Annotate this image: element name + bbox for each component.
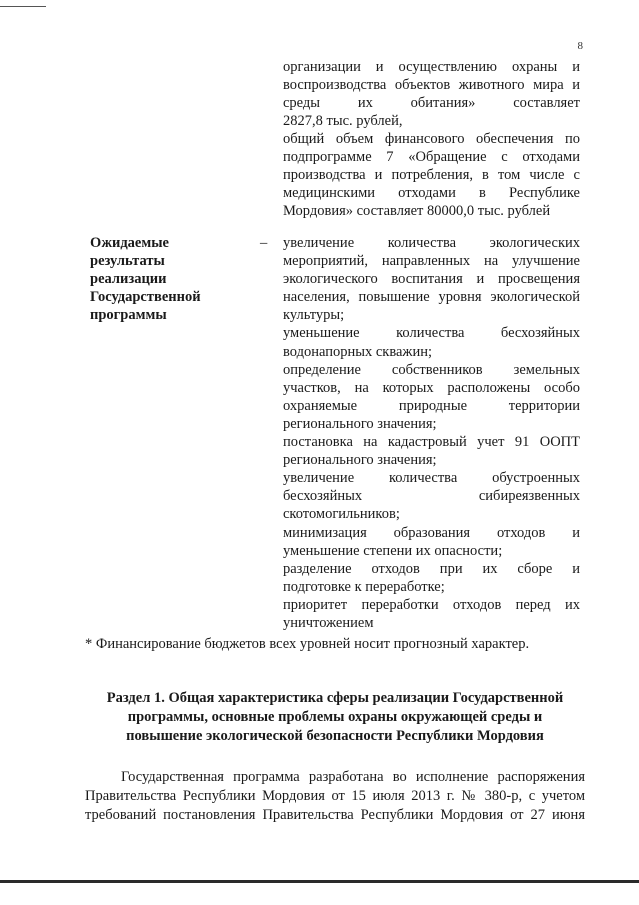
continuation-line: воспроизводства объектов животного мира и <box>283 77 580 93</box>
body-line: требований постановления Правительства Республики Мордовия от 27 июня <box>85 807 585 823</box>
result-line: уничтожением <box>283 614 374 631</box>
label-line: Государственной <box>90 289 201 305</box>
result-line: увеличение количества обустроенных <box>283 470 580 487</box>
result-line: водонапорных скважин; <box>283 343 432 360</box>
continuation-line: среды их обитания» составляет <box>283 95 580 111</box>
financing-continuation <box>283 58 580 220</box>
label-line: Ожидаемые <box>90 235 169 251</box>
result-line: населения, повышение уровня экологической <box>283 289 580 306</box>
continuation-line: Мордовия» составляет 80000,0 тыс. рублей <box>283 203 551 219</box>
result-line: регионального значения; <box>283 415 437 432</box>
body-line: Государственная программа разработана во исполнение распоряжения <box>121 769 585 785</box>
label-line: программы <box>90 307 167 323</box>
body-line: Правительства Республики Мордовия от 15 июля 2013 г. № 380-р, с учетом <box>85 788 585 804</box>
result-line: приоритет переработки отходов перед их <box>283 596 580 613</box>
top-edge-rule <box>0 6 46 7</box>
continuation-line: медицинскими отходами в Республике <box>283 185 580 201</box>
expected-results-label <box>90 234 240 324</box>
heading-line: повышение экологической безопасности Республики Мордовия <box>126 728 544 744</box>
result-line: участков, на которых расположены особо <box>283 379 580 396</box>
section-body-paragraph <box>85 768 585 825</box>
result-line: уменьшение количества бесхозяйных <box>283 325 580 342</box>
row-dash: – <box>260 235 268 251</box>
section-heading <box>80 689 590 746</box>
result-line: подготовке к переработке; <box>283 578 445 595</box>
result-line: уменьшение степени их опасности; <box>283 542 503 559</box>
heading-line: Раздел 1. Общая характеристика сферы реализации Государственной <box>106 690 564 706</box>
result-line: минимизация образования отходов и <box>283 524 580 541</box>
result-line: экологического воспитания и просвещения <box>283 271 580 288</box>
result-line: увеличение количества экологических <box>283 235 580 251</box>
continuation-line: производства и потребления, в том числе с <box>283 167 580 183</box>
result-line: определение собственников земельных <box>283 361 580 378</box>
result-line: охраняемые природные территории <box>283 397 580 414</box>
result-line: мероприятий, направленных на улучшение <box>283 253 580 270</box>
continuation-line: 2827,8 тыс. рублей, <box>283 113 403 129</box>
continuation-line: организации и осуществлению охраны и <box>283 59 580 75</box>
result-line: скотомогильников; <box>283 506 400 523</box>
result-line: регионального значения; <box>283 452 437 469</box>
financing-footnote: * Финансирование бюджетов всех уровней носит прогнозный характер. <box>85 636 530 652</box>
heading-line: программы, основные проблемы охраны окружающей среды и <box>127 709 543 725</box>
page-number: 8 <box>577 40 583 52</box>
label-line: реализации <box>90 271 167 287</box>
result-line: разделение отходов при их сборе и <box>283 560 580 577</box>
result-line: постановка на кадастровый учет 91 ООПТ <box>283 434 580 451</box>
result-line: культуры; <box>283 307 345 324</box>
bottom-edge-rule <box>0 880 639 883</box>
label-line: результаты <box>90 253 165 269</box>
expected-results-list <box>283 234 580 632</box>
continuation-line: общий объем финансового обеспечения по <box>283 131 580 147</box>
continuation-line: подпрограмме 7 «Обращение с отходами <box>283 149 580 165</box>
result-line: бесхозяйных сибиреязвенных <box>283 488 580 505</box>
